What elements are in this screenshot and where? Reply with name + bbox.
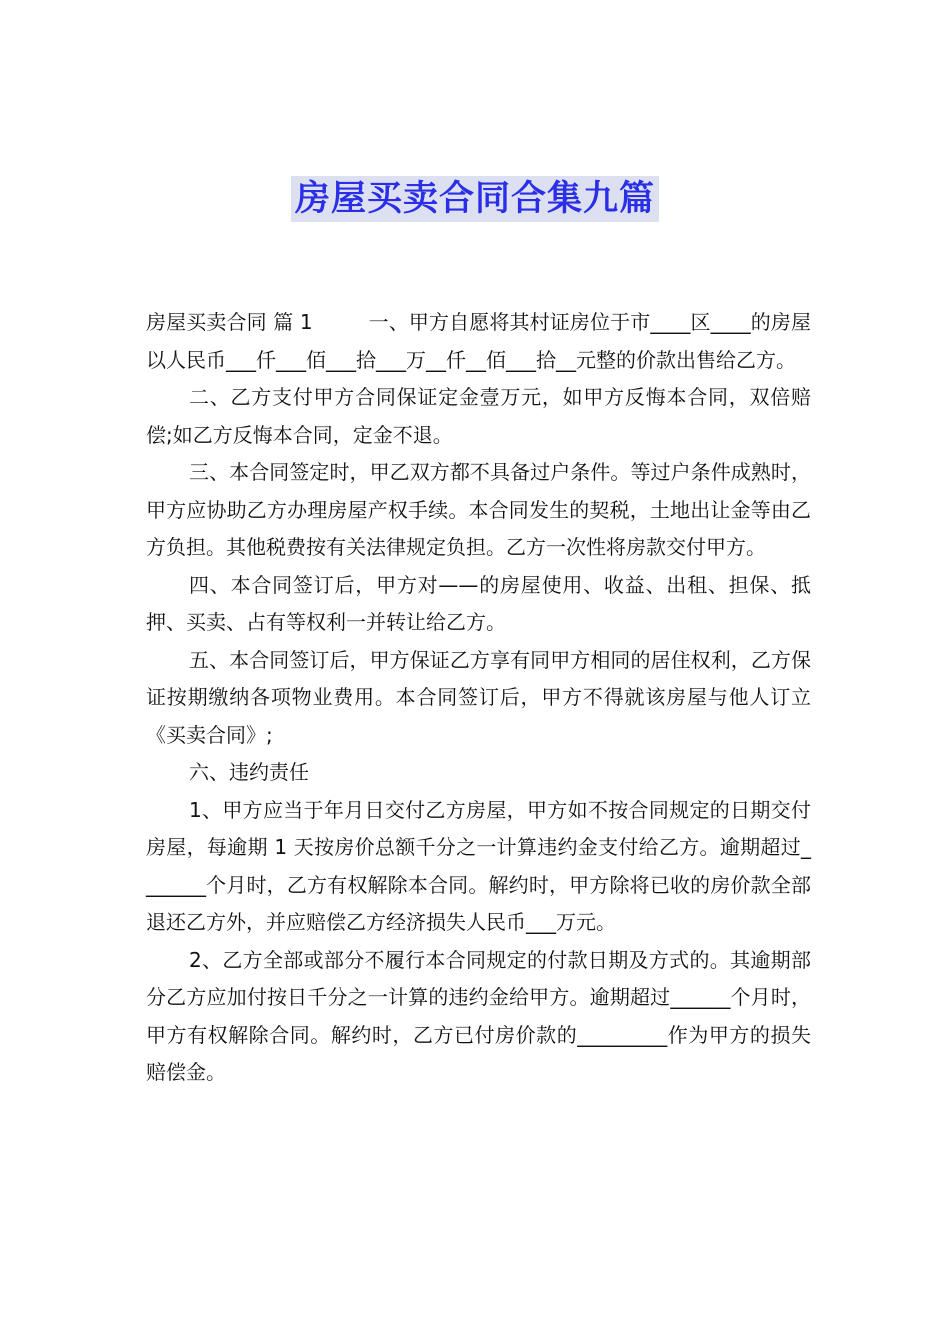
- paragraph-1: [146, 304, 811, 379]
- paragraph-7: 1、甲方应当于年月日交付乙方房屋，甲方如不按合同规定的日期交付房屋，每逾期 1 天按房价总额千分之一计算违约金支付给乙方。逾期超过_______个月时，乙方有权解除本合同。解约时，甲方除将已收的房价款全部退还乙方外，并应赔偿乙方经济损失人民币___万元。: [146, 797, 811, 934]
- paragraph-4: 四、本合同签订后，甲方对——的房屋使用、收益、出租、担保、抵押、买卖、占有等权利一并转让给乙方。: [146, 572, 811, 634]
- paragraph-5: 五、本合同签订后，甲方保证乙方享有同甲方相同的居住权利，乙方保证按期缴纳各项物业费用。本合同签订后，甲方不得就该房屋与他人订立《买卖合同》;: [146, 647, 811, 747]
- paragraph-6-heading: 六、违约责任: [189, 760, 309, 784]
- document-body: [146, 304, 811, 1092]
- paragraph-3: 三、本合同签定时，甲乙双方都不具备过户条件。等过户条件成熟时，甲方应协助乙方办理房屋产权手续。本合同发生的契税，土地出让金等由乙方负担。其他税费按有关法律规定负担。乙方一次性将房款交付甲方。: [146, 460, 811, 559]
- section-label: 房屋买卖合同 篇 1: [146, 310, 313, 334]
- paragraph-1-text: 一、甲方自愿将其村证房位于市____区____的房屋以人民币___仟___佰___拾___万__仟__佰___拾__元整的价款出售给乙方。: [146, 310, 811, 372]
- document-title: 房屋买卖合同合集九篇: [291, 176, 659, 222]
- paragraph-2: 二、乙方支付甲方合同保证定金壹万元，如甲方反悔本合同，双倍赔偿;如乙方反悔本合同，定金不退。: [146, 385, 811, 447]
- paragraph-8: 2、乙方全部或部分不履行本合同规定的付款日期及方式的。其逾期部分乙方应加付按日千分之一计算的违约金给甲方。逾期超过______个月时，甲方有权解除合同。解约时，乙方已付房价款的_________作为甲方的损失赔偿金。: [146, 947, 811, 1084]
- document-title-wrap: [0, 176, 950, 222]
